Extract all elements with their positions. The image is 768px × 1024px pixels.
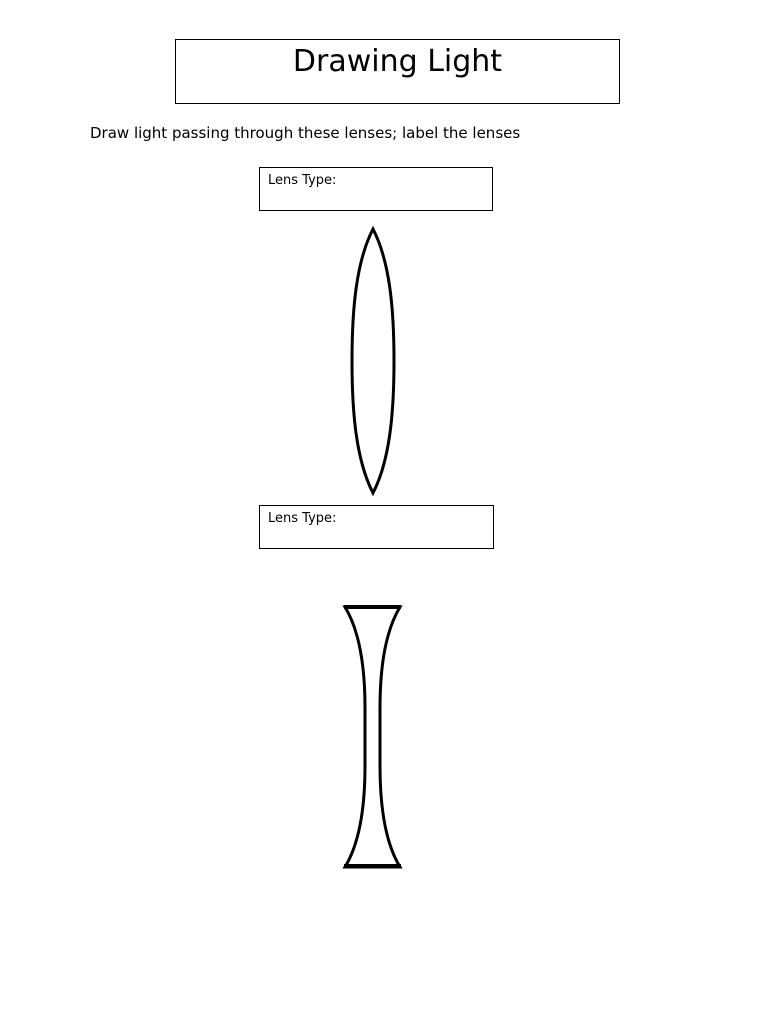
- lens-type-label: Lens Type:: [268, 173, 337, 188]
- instructions-text: Draw light passing through these lenses; label the lenses: [90, 124, 521, 142]
- lens-type-box-concave[interactable]: [259, 505, 494, 549]
- convex-lens: [352, 229, 394, 493]
- page-title: Drawing Light: [292, 44, 503, 79]
- title-box: [175, 39, 620, 104]
- lens-type-label: Lens Type:: [268, 511, 337, 526]
- concave-lens: [345, 607, 400, 867]
- lens-type-box-convex[interactable]: [259, 167, 493, 211]
